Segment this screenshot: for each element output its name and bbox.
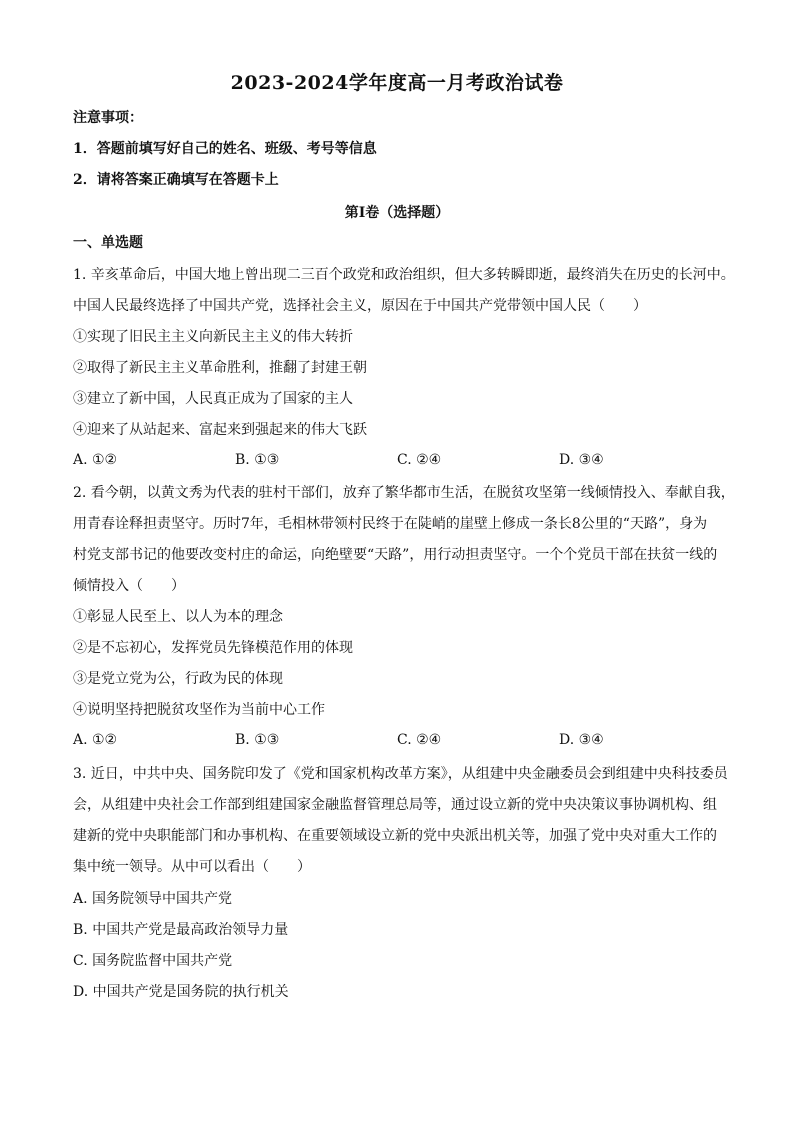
volume-title: 第I卷（选择题） — [344, 205, 450, 221]
q2-option-c[interactable]: C. ②④ — [397, 732, 442, 748]
q1-option-d[interactable]: D. ③④ — [559, 452, 604, 468]
q1-statement-3: ③建立了新中国，人民真正成为了国家的主人 — [73, 391, 353, 407]
q2-option-d[interactable]: D. ③④ — [559, 732, 604, 748]
q1-option-b[interactable]: B. ①③ — [235, 452, 280, 468]
q2-statement-2: ②是不忘初心，发挥党员先锋模范作用的体现 — [73, 640, 353, 656]
q2-options — [73, 732, 733, 752]
q3-choice-b[interactable]: B. 中国共产党是最高政治领导力量 — [73, 922, 289, 938]
q1-stem-line-1: 1. 辛亥革命后，中国大地上曾出现二三百个政党和政治组织，但大多转瞬即逝，最终消失在历史的长河中。 — [73, 267, 735, 283]
q1-stem-line-2: 中国人民最终选择了中国共产党，选择社会主义，原因在于中国共产党带领中国人民（ ） — [73, 298, 647, 314]
q3-stem-line-3: 建新的党中央职能部门和办事机构、在重要领域设立新的党中央派出机关等，加强了党中央对重大工作的 — [73, 828, 717, 844]
q1-statement-4: ④迎来了从站起来、富起来到强起来的伟大飞跃 — [73, 422, 367, 438]
q1-option-c[interactable]: C. ②④ — [397, 452, 442, 468]
notice-heading: 注意事项： — [73, 110, 143, 126]
q2-option-b[interactable]: B. ①③ — [235, 732, 280, 748]
q1-statement-2: ②取得了新民主主义革命胜利，推翻了封建王朝 — [73, 360, 367, 376]
section-title: 一、单选题 — [73, 235, 143, 251]
q1-options — [73, 452, 733, 472]
q1-statement-1: ①实现了旧民主主义向新民主主义的伟大转折 — [73, 329, 353, 345]
notice-item-1: 1．答题前填写好自己的姓名、班级、考号等信息 — [73, 141, 377, 157]
q2-stem-line-3: 村党支部书记的他要改变村庄的命运，向绝壁要“天路”，用行动担责坚守。一个个党员干部在扶贫一线的 — [73, 547, 718, 563]
q2-stem-line-4: 倾情投入（ ） — [73, 578, 185, 594]
q2-stem-line-2: 用青春诠释担责坚守。历时7年，毛相林带领村民终于在陡峭的崖壁上修成一条长8公里的“天路”，身为 — [73, 516, 708, 532]
q3-stem-line-4: 集中统一领导。从中可以看出（ ） — [73, 859, 311, 875]
q1-option-a[interactable]: A. ①② — [73, 452, 118, 468]
q2-statement-1: ①彰显人民至上、以人为本的理念 — [73, 609, 283, 625]
q3-stem-line-2: 会，从组建中央社会工作部到组建国家金融监督管理总局等，通过设立新的党中央决策议事协调机构、组 — [73, 797, 717, 813]
q2-statement-3: ③是党立党为公，行政为民的体现 — [73, 671, 283, 687]
q2-stem-line-1: 2. 看今朝，以黄文秀为代表的驻村干部们，放弃了繁华都市生活，在脱贫攻坚第一线倾情投入、奉献自我， — [73, 485, 735, 501]
exam-title: 2023-2024学年度高一月考政治试卷 — [230, 72, 564, 94]
q3-choice-c[interactable]: C. 国务院监督中国共产党 — [73, 953, 233, 969]
q3-choice-d[interactable]: D. 中国共产党是国务院的执行机关 — [73, 984, 289, 1000]
q3-choice-a[interactable]: A. 国务院领导中国共产党 — [73, 891, 233, 907]
q3-stem-line-1: 3. 近日，中共中央、国务院印发了《党和国家机构改革方案》，从组建中央金融委员会到组建中央科技委员 — [73, 766, 728, 782]
q2-statement-4: ④说明坚持把脱贫攻坚作为当前中心工作 — [73, 702, 325, 718]
notice-item-2: 2．请将答案正确填写在答题卡上 — [73, 172, 279, 188]
q2-option-a[interactable]: A. ①② — [73, 732, 118, 748]
